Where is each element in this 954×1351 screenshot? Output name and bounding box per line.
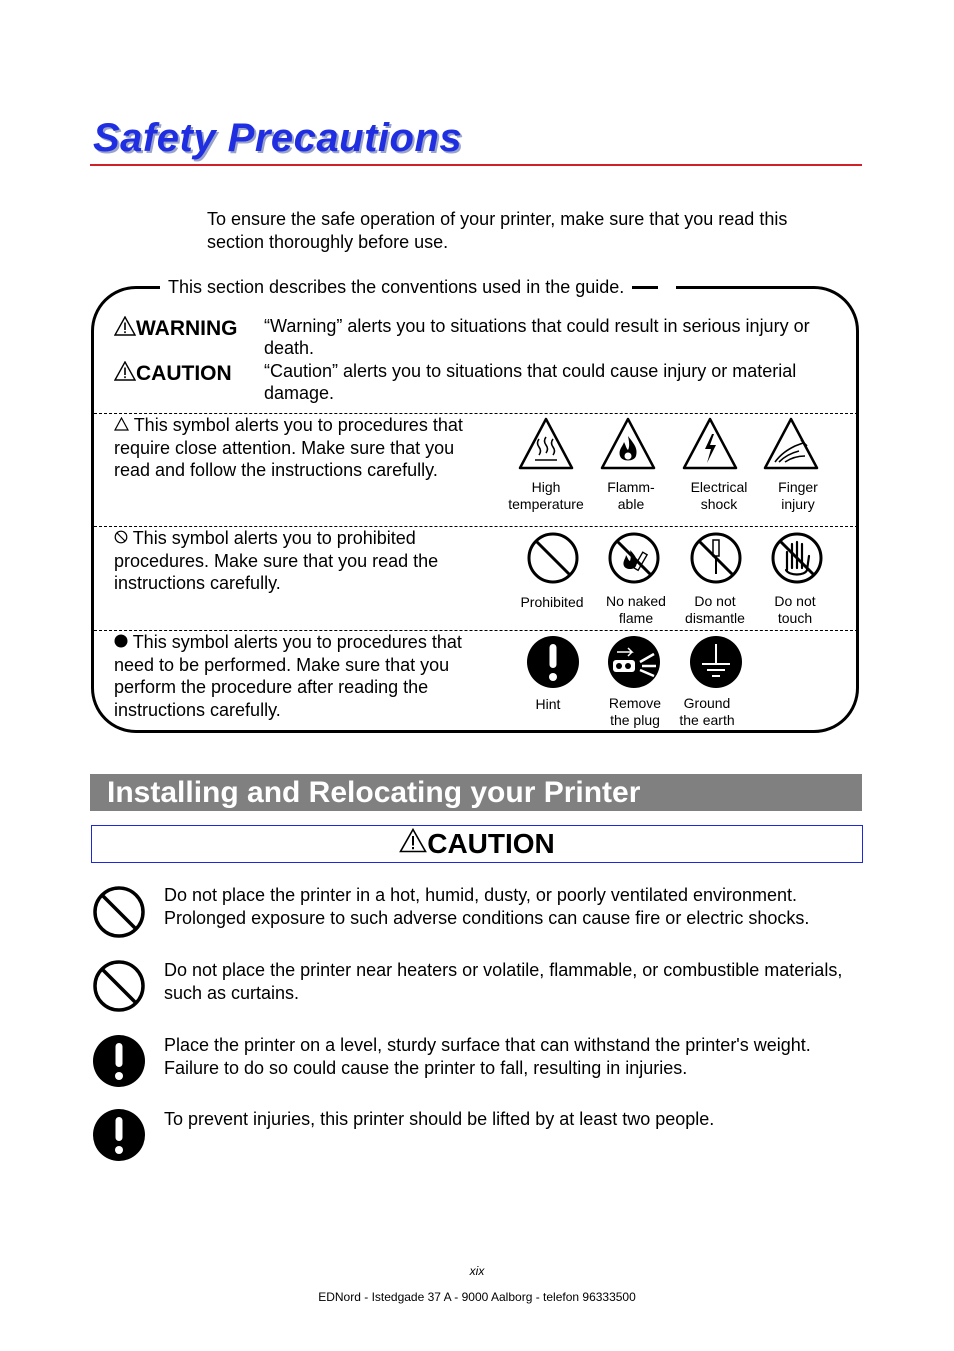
mandatory-icon	[92, 1034, 146, 1088]
icon-label-prohibited: Prohibited	[520, 594, 584, 610]
do-not-touch-icon	[769, 530, 825, 586]
warning-triangle-icon	[114, 316, 136, 336]
mandatory-small-icon	[114, 634, 128, 648]
caution-item-2: Do not place the printer near heaters or volatile, flammable, or combustible materials, such as curtains.	[164, 960, 843, 1003]
title-rule	[90, 164, 862, 166]
page-number: xix	[469, 1264, 485, 1278]
prohibited-icon	[92, 959, 146, 1013]
icon-label-do-not-dismantle: Do not dismantle	[685, 593, 745, 626]
icon-label-flammable: Flamm- able	[607, 479, 655, 512]
icon-label-hint: Hint	[535, 696, 561, 712]
mandatory-icon	[92, 1108, 146, 1162]
caution-description: “Caution” alerts you to situations that could cause injury or material damage.	[264, 361, 797, 403]
attention-triangle-icon	[114, 417, 129, 431]
caution-triangle-icon	[399, 828, 427, 853]
caution-triangle-icon	[114, 361, 136, 381]
remove-plug-icon	[606, 634, 662, 690]
footer: EDNord - Istedgade 37 A - 9000 Aalborg - telefon 96333500	[318, 1290, 636, 1304]
no-naked-flame-icon	[606, 530, 662, 586]
prohibited-small-icon	[114, 530, 128, 544]
flammable-icon	[600, 416, 656, 472]
icon-label-no-naked-flame: No naked flame	[606, 593, 666, 626]
caution-signal	[114, 361, 232, 386]
caution-item-1: Do not place the printer in a hot, humid, dusty, or poorly ventilated environment. Prolonged exposure to such adverse conditions can cause fire or electric shocks.	[164, 885, 810, 928]
conventions-caption: This section describes the conventions used in the guide.	[160, 276, 632, 298]
hint-icon	[525, 634, 581, 690]
warning-label: WARNING	[136, 317, 238, 340]
caution-item-3: Place the printer on a level, sturdy surface that can withstand the printer's weight. Failure to do so could cause the printer to fall, resulting in injuries.	[164, 1035, 811, 1078]
ground-icon	[688, 634, 744, 690]
icon-label-do-not-touch: Do not touch	[774, 593, 816, 626]
mandatory-description: This symbol alerts you to procedures that need to be performed. Make sure that you perform the procedure after reading the instructions carefully.	[114, 632, 462, 720]
warning-description: “Warning” alerts you to situations that could result in serious injury or death.	[264, 316, 810, 358]
icon-label-ground: Ground the earth	[679, 695, 735, 728]
caution-label: CAUTION	[136, 362, 232, 385]
prohibited-icon	[525, 530, 581, 586]
prohibited-description: This symbol alerts you to prohibited procedures. Make sure that you read the instructions carefully.	[114, 528, 439, 593]
electrical-shock-icon	[682, 416, 738, 472]
icon-label-high-temperature: High temperature	[508, 479, 584, 512]
section-heading: Installing and Relocating your Printer	[107, 776, 641, 809]
icon-label-electrical-shock: Electrical shock	[690, 479, 748, 512]
finger-injury-icon	[763, 416, 819, 472]
caution-banner	[91, 825, 863, 863]
high-temperature-icon	[518, 416, 574, 472]
prohibited-icon	[92, 885, 146, 939]
caution-item-4: To prevent injuries, this printer should be lifted by at least two people.	[164, 1109, 715, 1129]
icon-label-finger-injury: Finger injury	[778, 479, 818, 512]
attention-description: This symbol alerts you to procedures that require close attention. Make sure that you read and follow the instructions carefully.	[114, 415, 463, 480]
warning-signal	[114, 316, 238, 341]
do-not-dismantle-icon	[688, 530, 744, 586]
icon-label-remove-plug: Remove the plug	[608, 695, 662, 728]
intro-text: To ensure the safe operation of your printer, make sure that you read this section thoroughly before use.	[207, 209, 788, 252]
caution-banner-label: CAUTION	[427, 828, 555, 859]
page-title: Safety Precautions	[93, 116, 463, 160]
